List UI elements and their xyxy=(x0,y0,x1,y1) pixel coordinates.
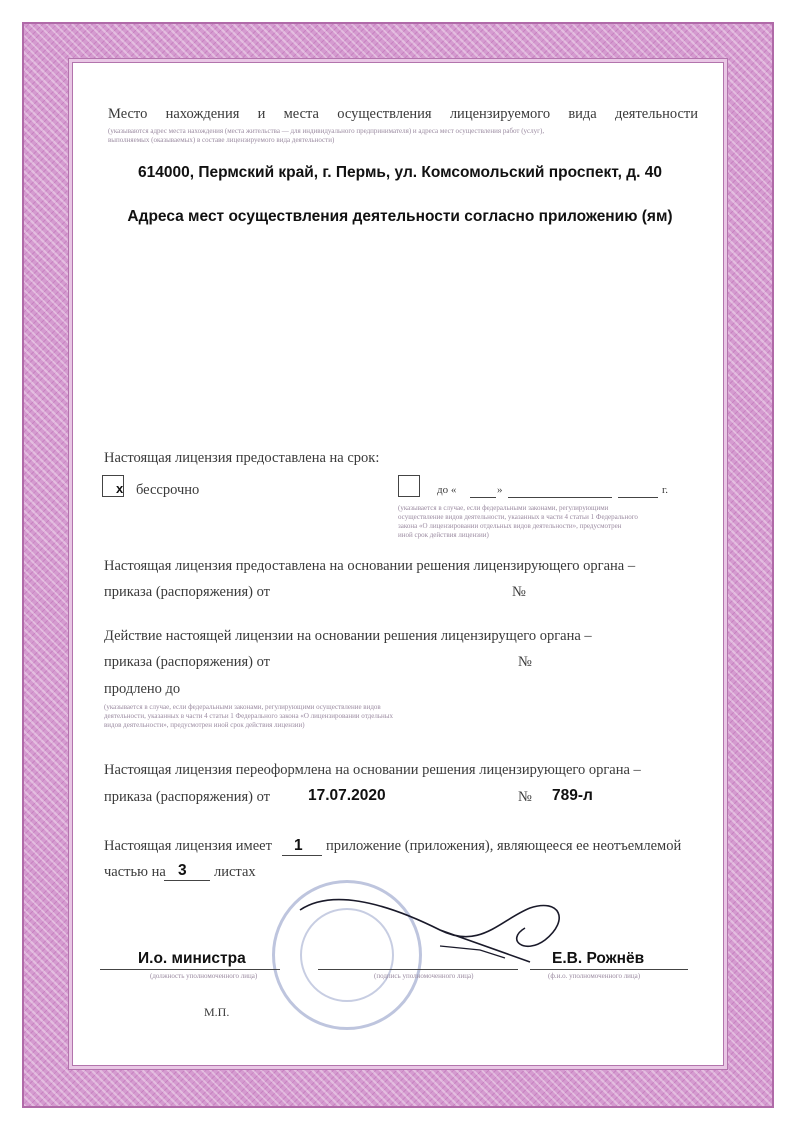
until-day-line xyxy=(470,497,496,498)
extended-until-label: продлено до xyxy=(104,681,181,697)
reissue-date: 17.07.2020 xyxy=(308,787,386,804)
reissue-line-2: приказа (распоряжения) от xyxy=(104,789,270,805)
appendix-prefix: Настоящая лицензия имеет xyxy=(104,838,272,854)
stamp-place-label: М.П. xyxy=(204,1005,230,1019)
appendix-count: 1 xyxy=(294,837,303,854)
until-hint-4: иной срок действия лицензии) xyxy=(398,531,489,539)
location-hint-1: (указываются адрес места нахождения (места жительства — для индивидуального предпринимателя) и адреса мест осуществления работ (услуг), xyxy=(108,127,545,135)
position-line xyxy=(100,969,280,970)
until-suffix: г. xyxy=(662,484,669,496)
appendix-count-line xyxy=(282,855,322,856)
signatory-position: И.о. министра xyxy=(138,950,246,967)
basis-line-2: приказа (распоряжения) от xyxy=(104,584,270,600)
term-label: Настоящая лицензия предоставлена на срок: xyxy=(104,450,380,466)
extension-number-sign: № xyxy=(518,654,532,670)
appendix-sheets-line xyxy=(164,880,210,881)
reissue-number-sign: № xyxy=(518,789,532,805)
appendix-sheets: 3 xyxy=(178,862,187,879)
extension-hint-2: деятельности, указанных в части 4 статьи 1 Федерального закона «О лицензировании отдельных xyxy=(104,712,393,720)
until-mid: » xyxy=(497,484,503,496)
reissue-number: 789-л xyxy=(552,787,593,804)
until-year-line xyxy=(618,497,658,498)
extension-line-1: Действие настоящей лицензии на основании решения лицензирущего органа – xyxy=(104,628,592,644)
appendix-suffix: приложение (приложения), являющееся ее неотъемлемой xyxy=(326,838,682,854)
signatory-name: Е.В. Рожнёв xyxy=(552,950,645,967)
until-month-line xyxy=(508,497,612,498)
location-heading: Место нахождения и места осуществления лицензируемого вида деятельности xyxy=(108,106,698,122)
basis-number-sign: № xyxy=(512,584,526,600)
until-hint-1: (указывается в случае, если федеральными законами, регулирующими xyxy=(398,504,609,512)
indefinite-mark: x xyxy=(116,481,124,496)
extension-line-2: приказа (распоряжения) от xyxy=(104,654,270,670)
until-hint-3: закона «О лицензировании отдельных видов деятельности», предусмотрен xyxy=(398,522,622,530)
basis-line-1: Настоящая лицензия предоставлена на основании решения лицензирующего органа – xyxy=(104,558,636,574)
until-checkbox xyxy=(398,475,420,497)
appendix-note: Адреса мест осуществления деятельности согласно приложению (ям) xyxy=(127,208,673,225)
indefinite-label: бессрочно xyxy=(136,482,200,498)
name-hint: (ф.и.о. уполномоченного лица) xyxy=(548,972,641,980)
address: 614000, Пермский край, г. Пермь, ул. Комсомольский проспект, д. 40 xyxy=(138,164,662,181)
name-line xyxy=(530,969,688,970)
location-hint-2: выполняемых (оказываемых) в составе лицензируемого вида деятельности) xyxy=(108,136,335,144)
signature-hint: (подпись уполномоченного лица) xyxy=(374,972,474,980)
until-prefix: до « xyxy=(437,484,457,496)
until-hint-2: осуществление видов деятельности, указанных в части 4 статьи 1 Федерального xyxy=(398,513,638,521)
extension-hint-1: (указывается в случае, если федеральными законами, регулирующими осуществление видов xyxy=(104,703,381,711)
reissue-line-1: Настоящая лицензия переоформлена на основании решения лицензирующего органа – xyxy=(104,762,641,778)
signature-line xyxy=(318,969,518,970)
position-hint: (должность уполномоченного лица) xyxy=(150,972,258,980)
appendix-line2-prefix: частью на xyxy=(104,864,166,880)
appendix-line2-suffix: листах xyxy=(214,864,256,880)
extension-hint-3: видов деятельности», предусмотрен иной срок действия лицензии) xyxy=(104,721,305,729)
handwritten-signature xyxy=(290,880,590,980)
